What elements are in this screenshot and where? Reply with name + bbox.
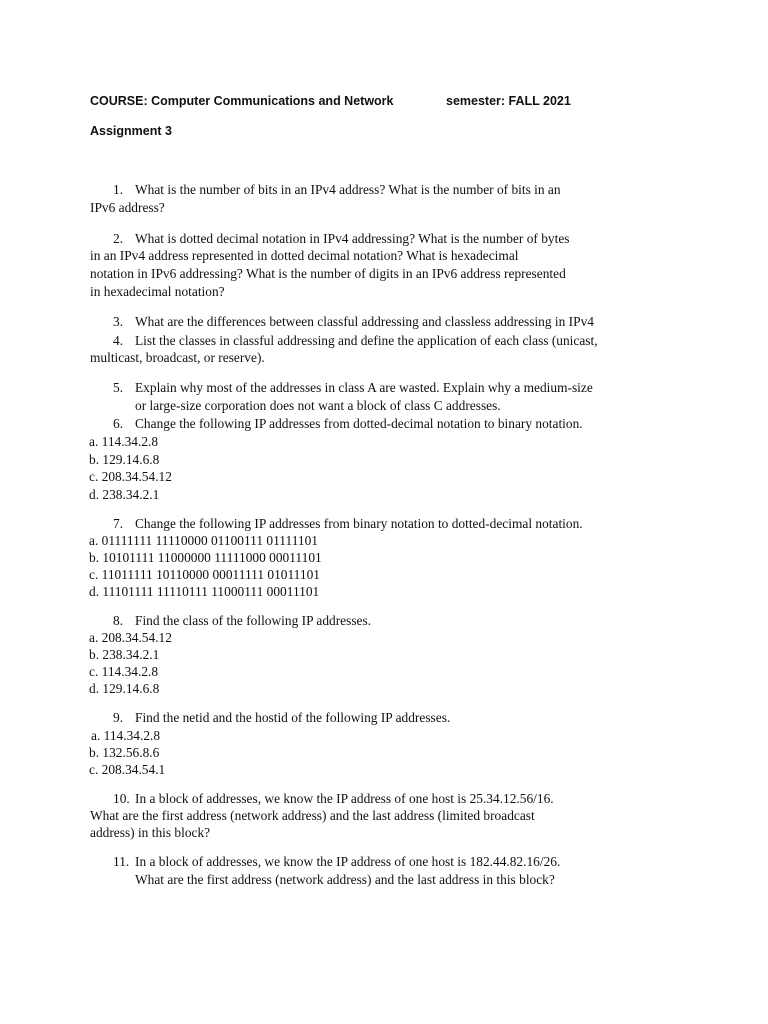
answer-item: a. 208.34.54.12 bbox=[89, 630, 172, 645]
question-number: 10. bbox=[113, 791, 130, 806]
question-text-line: notation in IPv6 addressing? What is the number of digits in an IPv6 address represented bbox=[90, 266, 566, 281]
question-text-line: Change the following IP addresses from dotted-decimal notation to binary notation. bbox=[135, 416, 583, 431]
question-number: 7. bbox=[113, 516, 124, 531]
answer-item: d. 129.14.6.8 bbox=[89, 681, 160, 696]
assignment-title: Assignment 3 bbox=[90, 124, 172, 138]
question-number: 1. bbox=[113, 182, 124, 197]
question-text-line: multicast, broadcast, or reserve). bbox=[90, 350, 265, 365]
answer-item: b. 129.14.6.8 bbox=[89, 452, 160, 467]
question-text-line: Explain why most of the addresses in class A are wasted. Explain why a medium-size bbox=[135, 380, 593, 395]
answer-item: c. 208.34.54.12 bbox=[89, 469, 172, 484]
question-text-line: in an IPv4 address represented in dotted decimal notation? What is hexadecimal bbox=[90, 248, 519, 263]
question-text-line: In a block of addresses, we know the IP address of one host is 25.34.12.56/16. bbox=[135, 791, 554, 806]
question-text-line: List the classes in classful addressing and define the application of each class (unicast, bbox=[135, 333, 598, 348]
course-title: COURSE: Computer Communications and Network bbox=[90, 94, 394, 108]
question-number: 5. bbox=[113, 380, 124, 395]
semester-label: semester: FALL 2021 bbox=[446, 94, 571, 108]
question-text-line: Find the class of the following IP addresses. bbox=[135, 613, 372, 628]
question-number: 11. bbox=[113, 854, 130, 869]
question-text-line: Change the following IP addresses from binary notation to dotted-decimal notation. bbox=[135, 516, 583, 531]
question-text-line: What are the differences between classful addressing and classless addressing in IPv4 bbox=[135, 314, 594, 329]
question-text-line: What is dotted decimal notation in IPv4 addressing? What is the number of bytes bbox=[135, 231, 570, 246]
question-number: 3. bbox=[113, 314, 124, 329]
question-text-line: Find the netid and the hostid of the following IP addresses. bbox=[135, 710, 451, 725]
answer-item: b. 132.56.8.6 bbox=[89, 745, 160, 760]
question-number: 2. bbox=[113, 231, 124, 246]
question-text-line: address) in this block? bbox=[90, 825, 211, 840]
question-text-line: What is the number of bits in an IPv4 address? What is the number of bits in an bbox=[135, 182, 561, 197]
question-number: 9. bbox=[113, 710, 124, 725]
answer-item: c. 114.34.2.8 bbox=[89, 664, 159, 679]
question-text-line: What are the first address (network address) and the last address (limited broadcast bbox=[90, 808, 535, 823]
answer-item: a. 114.34.2.8 bbox=[89, 434, 159, 449]
answer-item: b. 10101111 11000000 11111000 00011101 bbox=[89, 550, 322, 565]
answer-item: d. 11101111 11110111 11000111 00011101 bbox=[89, 584, 320, 599]
question-text-line: What are the first address (network address) and the last address in this block? bbox=[135, 872, 555, 887]
answer-item: a. 01111111 11110000 01100111 01111101 bbox=[89, 533, 318, 548]
question-text-line: In a block of addresses, we know the IP address of one host is 182.44.82.16/26. bbox=[135, 854, 561, 869]
question-number: 8. bbox=[113, 613, 124, 628]
question-text-line: in hexadecimal notation? bbox=[90, 284, 225, 299]
answer-item: d. 238.34.2.1 bbox=[89, 487, 160, 502]
answer-item: c. 208.34.54.1 bbox=[89, 762, 166, 777]
answer-item: c. 11011111 10110000 00011111 01011101 bbox=[89, 567, 320, 582]
question-text-line: or large-size corporation does not want a block of class C addresses. bbox=[135, 398, 501, 413]
question-number: 6. bbox=[113, 416, 124, 431]
answer-item: b. 238.34.2.1 bbox=[89, 647, 160, 662]
question-number: 4. bbox=[113, 333, 124, 348]
question-text-line: IPv6 address? bbox=[90, 200, 165, 215]
answer-item: a. 114.34.2.8 bbox=[91, 728, 161, 743]
